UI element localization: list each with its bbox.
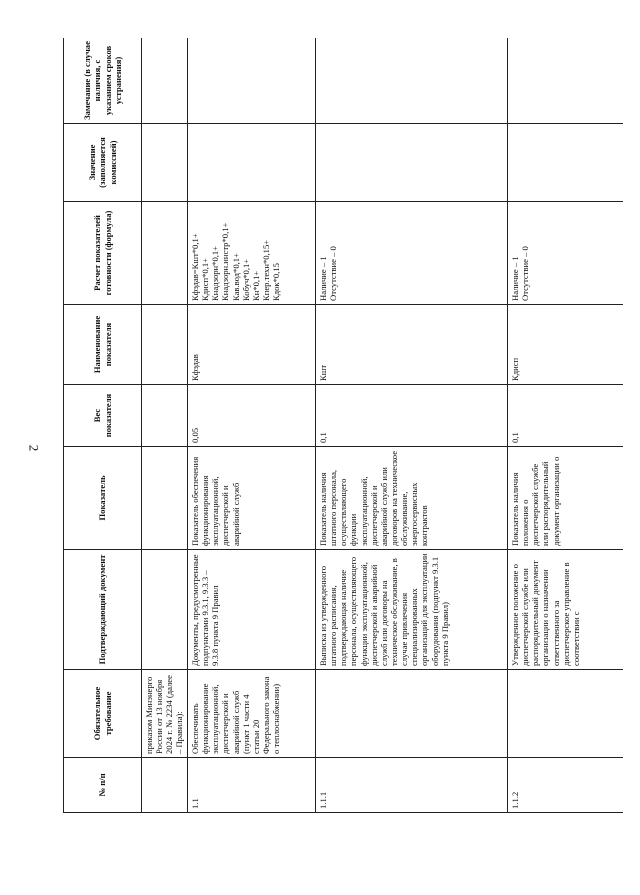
cell-document: Утвержденное положение о диспетчерской службе или распорядительный документ организации о назначении ответственного за диспетчерское управление в соответствии с [508,550,624,670]
formula-line: Отсутствие – 0 [328,246,339,301]
formula-line: Отсутствие – 0 [520,246,531,301]
cell-value [142,124,188,202]
formula-line: Наличие – 1 [318,256,328,301]
table-row [508,38,624,813]
cell-requirement [316,670,508,758]
cell-remark [508,38,624,124]
header-row [64,38,142,813]
header-remark: Замечание (в случае наличия, с указанием сроков устранения) [64,38,142,124]
formula-line: Кобуч*0,1+ [240,258,251,301]
cell-value [188,124,316,202]
header-weight: Вес показателя [64,385,142,447]
header-value: Значение (заполняется комиссией) [64,124,142,202]
table-row [316,38,508,813]
cell-weight: 0,1 [316,385,508,447]
cell-indicator: Показатель наличия положения о диспетчерской службе или распорядительный документ организации о [508,447,624,550]
cell-requirement [508,670,624,758]
cell-indicator: Показатель обеспечения функционирования эксплуатационной, диспетчерской и аварийной служб [188,447,316,550]
formula-line: Кнадзорн*0,1+ [210,245,221,301]
cell-remark [188,38,316,124]
cell-document [142,550,188,670]
header-indicator: Показатель [64,447,142,550]
cell-calc [508,202,624,305]
cell-document: Выписка из утвержденного штатного расписания, подтверждающая наличие персонала, осуществляющего функции эксплуатационной, диспетчерской и аварийной служб или договоры на техническое обслуживание, в случае привлечения специализированных организаций для эксплуатации оборудования (подпункт 9.3.1 пункта 9 Правил) [316,550,508,670]
cell-name: Кфэдав [188,305,316,385]
cell-requirement: приказом Минэнерго России от 13 ноября 2024 г. № 2234 (далее – Правила): [142,670,188,758]
cell-remark [316,38,508,124]
header-calc: Расчет показателей готовности (формула) [64,202,142,305]
cell-indicator [142,447,188,550]
cell-document: Документы, предусмотренные подпунктами 9.3.1, 9.3.3 – 9.3.8 пункта 9 Правил [188,550,316,670]
cell-calc [188,202,316,305]
formula-line: Кн*0,1+ [250,270,261,301]
formula-line: Кпер.техн*0,15+ [260,239,271,301]
table-row [142,38,188,813]
formula-line: Кав.вод*0,1+ [230,253,241,301]
cell-value [316,124,508,202]
readiness-table [63,38,623,813]
formula-line: Кдисп*0,1+ [200,257,211,301]
cell-weight [142,385,188,447]
cell-num: 1.1.2 [508,758,624,813]
header-num: № п/п [64,758,142,813]
formula-line: Кнадзорн.инстр*0,1+ [220,222,231,301]
cell-name [142,305,188,385]
cell-num [142,758,188,813]
cell-num: 1.1 [188,758,316,813]
page-number: 2 [26,444,42,452]
header-document: Подтверждающий документ [64,550,142,670]
formula-line: Кдок*0,15 [271,263,282,301]
cell-name: Кшт [316,305,508,385]
formula-line: Кфэдав=Кшт*0,1+ [190,233,200,301]
cell-weight: 0,05 [188,385,316,447]
cell-remark [142,38,188,124]
table-row [188,38,316,813]
cell-calc [142,202,188,305]
cell-calc [316,202,508,305]
cell-requirement: Обеспечивать функционирование эксплуатационной, диспетчерской и аварийной служб (пункт 1 части 4 статьи 20 Федерального закона о теплоснабжении) [188,670,316,758]
cell-name: Кдисп [508,305,624,385]
cell-num: 1.1.1 [316,758,508,813]
cell-weight: 0,1 [508,385,624,447]
header-name: Наименование показателя [64,305,142,385]
cell-value [508,124,624,202]
formula-line: Наличие – 1 [510,256,520,301]
document-table-area [63,38,623,813]
header-requirement: Обязательное требование [64,670,142,758]
cell-indicator: Показатель наличия штатного персонала, осуществляющего функции эксплуатационной, диспетчерской и аварийной служб или договоров на техническое обслуживание, энергосервисных контрактов [316,447,508,550]
